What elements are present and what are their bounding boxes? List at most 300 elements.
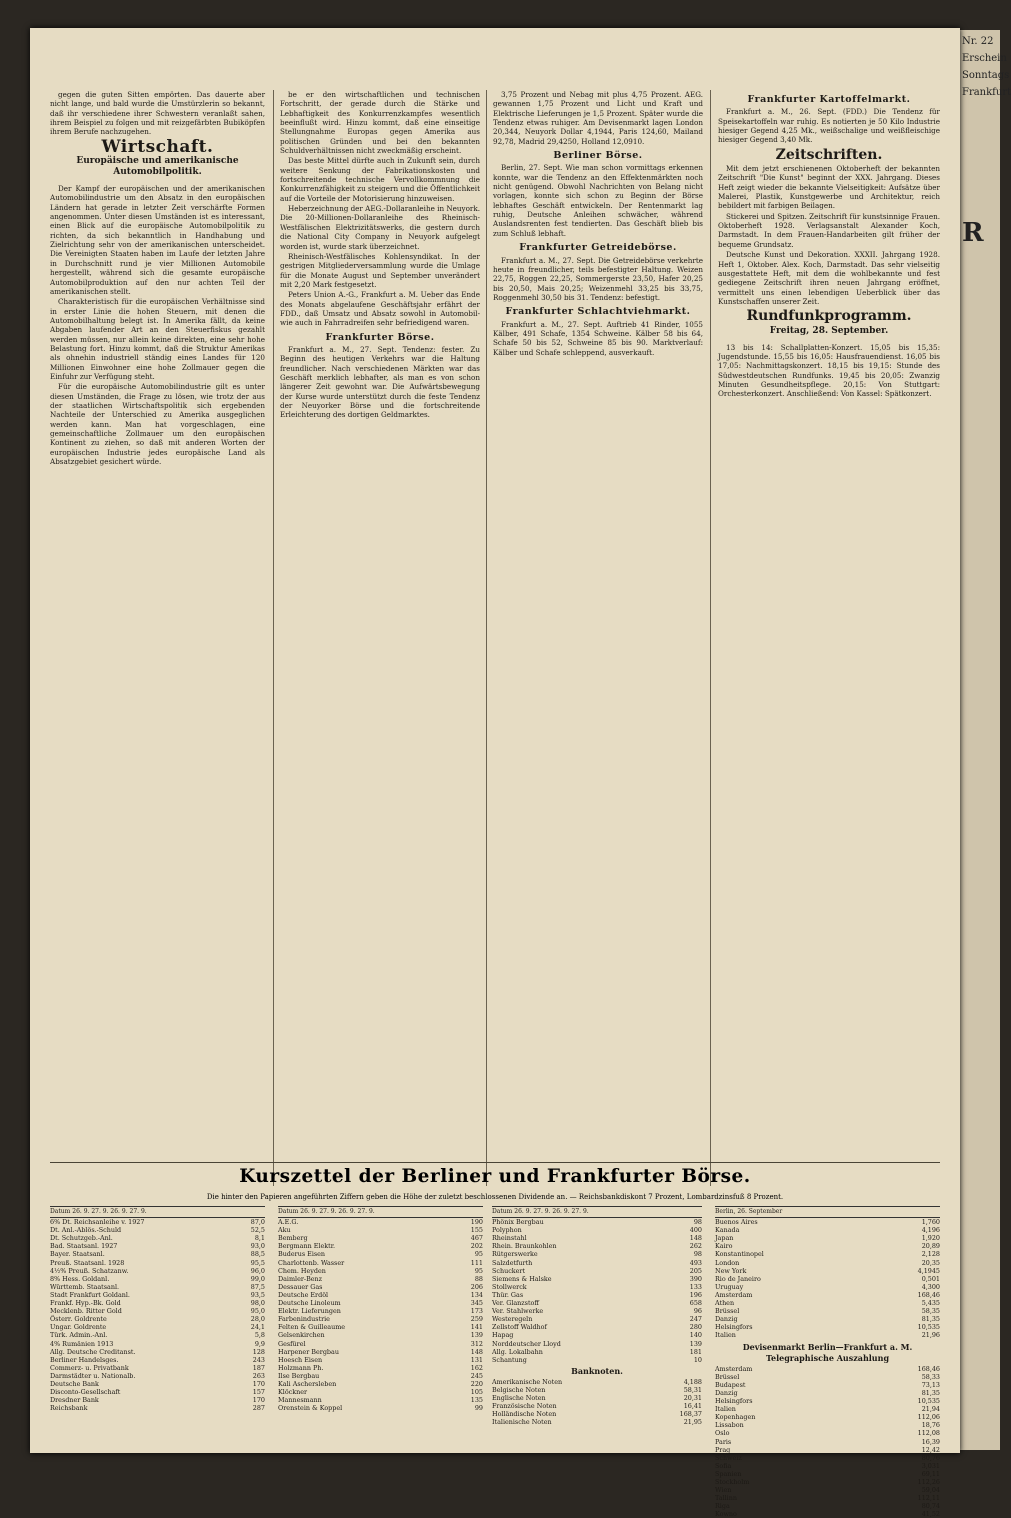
security-name: Mecklenb. Ritter Gold	[50, 1307, 122, 1316]
security-name: Stadt Frankfurt Goldanl.	[50, 1290, 130, 1299]
price-value: 93,0	[250, 1242, 265, 1251]
boerse-report: Frankfurt a. M., 27. Sept. Tendenz: fester. Zu Beginn des heutigen Verkehrs war die Haltung freundlicher. Nach verschiedenen Märkten war das Geschäft merklich lebhafter, als man es von schon längerer Zeit gewohnt war. Die Aufwärtsbewegung der Kurse wurde unterstützt durch die feste Tendenz der Neuyorker Börse und die fortschreitende Erleichterung des dortigen Geldmarktes.	[280, 344, 480, 420]
security-name: Siemens & Halske	[492, 1274, 552, 1283]
table-body	[715, 1365, 940, 1518]
edge-line: Frankfurt	[962, 87, 1011, 98]
price-value: 81,35	[921, 1388, 940, 1397]
table-row	[715, 1315, 940, 1323]
table-row	[492, 1275, 702, 1283]
security-name: Württemb. Staatsanl.	[50, 1282, 120, 1291]
security-name: Norddeutscher Lloyd	[492, 1339, 561, 1348]
table-row	[715, 1234, 940, 1242]
price-value: 4,188	[683, 1377, 702, 1386]
price-value: 202	[470, 1242, 483, 1251]
price-value: 139	[689, 1339, 702, 1348]
security-name: Konstantinopel	[715, 1250, 764, 1259]
price-value: 8,1	[254, 1234, 265, 1243]
price-value: 18,76	[921, 1421, 940, 1430]
price-value: 95,5	[250, 1258, 265, 1267]
security-name: Rheinstahl	[492, 1234, 527, 1243]
adjacent-page-edge	[960, 30, 1011, 1450]
table-row	[50, 1250, 265, 1258]
market-report: Frankfurt a. M., 26. Sept. (FDD.) Die Tendenz für Speisekartoffeln war ruhig. Es notierten je 50 Kilo Industrie hiesiger Gegend 4,25 Mk., weißschalige und weißfleischige hiesiger Gegend 3,40 Mk.	[718, 107, 940, 145]
table-row	[715, 1373, 940, 1381]
article-paragraph: Charakteristisch für die europäischen Verhältnisse sind in erster Linie die hohen Steuern, mit denen die Automobilhaltung belegt ist. In Amerika fällt, da keine Abgaben laufender Art an den Steuerfiskus gezahlt werden müssen, nur allein keine direkten, eine sehr hohe Belastung fort. Hinzu kommt, daß die Struktur Amerikas als ohnehin industriell ständig eines Landes für 120 Millionen Einwohner eine hohe Zollmauer gegen die Einfuhr zur Verfügung steht.	[50, 297, 265, 381]
price-value: 87,5	[250, 1282, 265, 1291]
security-name: Bemberg	[278, 1234, 308, 1243]
security-name: Buderus Eisen	[278, 1250, 326, 1259]
intro-paragraph: gegen die guten Sitten empörten. Das dauerte aber nicht lange, und bald wurde die Umstürzlerin so bekannt, daß ihr verschiedene ihrer Schwestern veranlaßt sahen, ihrem Beispiel zu folgen und mit reizgefärbten Bubiköpfen ihrem Berufe nachzugehen.	[50, 90, 265, 137]
table-row	[50, 1356, 265, 1364]
security-name: Bayer. Staatsanl.	[50, 1250, 105, 1259]
table-row	[715, 1283, 940, 1291]
price-value: 81,35	[921, 1315, 940, 1324]
table-row	[50, 1364, 265, 1372]
table-row	[715, 1502, 940, 1510]
table-row	[50, 1242, 265, 1250]
security-name: Prag	[715, 1445, 731, 1454]
price-value: 173	[470, 1307, 483, 1316]
price-value: 58,31	[683, 1385, 702, 1394]
table-row	[715, 1470, 940, 1478]
table-row	[278, 1242, 483, 1250]
table-row	[50, 1315, 265, 1323]
security-name: Uruguay	[715, 1282, 744, 1291]
price-value: 196	[689, 1290, 702, 1299]
edge-line: R	[962, 218, 984, 248]
table-row	[50, 1323, 265, 1331]
table-row	[278, 1218, 483, 1226]
table-body	[715, 1218, 940, 1339]
table-row	[715, 1299, 940, 1307]
kurs-table-2	[278, 1206, 483, 1446]
table-row	[278, 1340, 483, 1348]
security-name: Farbenindustrie	[278, 1315, 330, 1324]
price-value: 95,0	[250, 1307, 265, 1316]
price-value: 3,031	[921, 1461, 940, 1470]
price-value: 21,95	[683, 1418, 702, 1427]
price-value: 658	[689, 1299, 702, 1308]
security-name: Westeregeln	[492, 1315, 533, 1324]
security-name: Amsterdam	[715, 1290, 753, 1299]
heading-kartoffelmarkt: Frankfurter Kartoffelmarkt.	[747, 94, 911, 105]
price-value: 105	[470, 1388, 483, 1397]
security-name: Stockholm	[715, 1478, 750, 1486]
security-name: Helsingfors	[715, 1397, 753, 1406]
price-value: 5,435	[921, 1299, 940, 1308]
security-name: Danzig	[715, 1388, 738, 1397]
security-name: Deutsche Bank	[50, 1379, 99, 1388]
table-row	[50, 1307, 265, 1315]
table-row	[50, 1291, 265, 1299]
table-row	[715, 1421, 940, 1429]
security-name: Rio de Janeiro	[715, 1274, 761, 1283]
security-name: Berliner Handelsges.	[50, 1355, 119, 1364]
price-value: 205	[689, 1266, 702, 1275]
price-value: 24,1	[250, 1323, 265, 1332]
table-row	[492, 1291, 702, 1299]
price-value: 243	[252, 1355, 265, 1364]
price-value: 12,42	[921, 1445, 940, 1454]
security-name: 8% Hess. Goldanl.	[50, 1274, 110, 1283]
security-name: 4% Rumänien 1913	[50, 1339, 114, 1348]
security-name: 6% Dt. Reichsanleihe v. 1927	[50, 1218, 145, 1227]
table-row	[715, 1446, 940, 1454]
security-name: Rütgerswerke	[492, 1250, 538, 1259]
table-row	[50, 1340, 265, 1348]
table-row	[715, 1413, 940, 1421]
security-name: Disconto-Gesellschaft	[50, 1388, 121, 1397]
table-row	[50, 1226, 265, 1234]
price-value: 59,04	[921, 1486, 940, 1495]
table-row	[492, 1356, 702, 1364]
table-row	[492, 1340, 702, 1348]
table-header: Datum 26. 9. 27. 9. 26. 9. 27. 9.	[492, 1206, 702, 1218]
news-item: Peters Union A.-G., Frankfurt a. M. Ueber das Ende des Monats abgelaufene Geschäftsjahr erfährt der FDD., daß Umsatz und Absatz sowohl in Automobil- wie auch in Fahrradreifen sehr befriedigend waren.	[280, 290, 480, 328]
price-value: 21,96	[921, 1331, 940, 1340]
table-row	[492, 1394, 702, 1402]
table-row	[278, 1404, 483, 1412]
table-row	[278, 1372, 483, 1380]
column-markets	[493, 90, 703, 1160]
table-row	[715, 1478, 940, 1486]
program-date: Freitag, 28. September.	[769, 325, 889, 336]
review-paragraph: Deutsche Kunst und Dekoration. XXXII. Jahrgang 1928. Heft 1, Oktober. Alex. Koch, Darmstadt. Das sehr vielseitig ausgestattete Heft, mit dem die wohlbekannte und fest gediegene Zeitschrift ihren neuen Jahrgang eröffnet, vermittelt uns einen lebendigen Ueberblick über das Kunstschaffen unserer Zeit.	[718, 250, 940, 306]
security-name: Paris	[715, 1437, 732, 1446]
table-row	[278, 1364, 483, 1372]
article-paragraph: be er den wirtschaftlichen und technischen Fortschritt, der gerade durch die Stärke und Lebhaftigkeit des Konkurrenzkampfes wesentlich beeinflußt wird. Hinzu kommt, daß eine einseitige Stellungnahme Europas gegen Amerika aus politischen Gründen und bei den bekannten Schuldverhältnissen nicht zweckmäßig erscheint.	[280, 90, 480, 156]
security-name: Amsterdam	[715, 1364, 753, 1373]
price-value: 148	[689, 1234, 702, 1243]
price-value: 111	[470, 1258, 483, 1267]
price-value: 141	[470, 1323, 483, 1332]
security-name: Buenos Aires	[715, 1218, 758, 1227]
security-name: Zellstoff Waldhof	[492, 1323, 547, 1332]
article-paragraph: Das beste Mittel dürfte auch in Zukunft sein, durch weitere Senkung der Fabrikationskosten und fortschreitende technische Vervollkommnung die Konkurrenzfähigkeit zu steigern und die Öffentlichkeit auf die Vorteile der Motorisierung hinzuweisen.	[280, 156, 480, 203]
price-value: 467	[470, 1234, 483, 1243]
column-economy-news	[280, 90, 480, 1160]
table-row	[492, 1283, 702, 1291]
table-row	[278, 1331, 483, 1339]
table-row	[492, 1226, 702, 1234]
table-row	[715, 1389, 940, 1397]
price-value: 41,52	[921, 1510, 940, 1518]
price-value: 128	[252, 1347, 265, 1356]
table-row	[278, 1323, 483, 1331]
table-row	[715, 1250, 940, 1258]
price-value: 21,94	[921, 1405, 940, 1414]
price-value: 10,535	[917, 1397, 940, 1406]
security-name: Amerikanische Noten	[492, 1377, 563, 1386]
security-name: Oslo	[715, 1429, 730, 1438]
table-header: Berlin, 26. September	[715, 1206, 940, 1218]
table-row	[715, 1494, 940, 1502]
price-value: 181	[689, 1347, 702, 1356]
security-name: Italien	[715, 1331, 736, 1340]
table-row	[50, 1380, 265, 1388]
table-row	[278, 1250, 483, 1258]
table-row	[715, 1397, 940, 1405]
price-value: 98	[693, 1250, 702, 1259]
security-name: Dresdner Bank	[50, 1396, 99, 1405]
price-value: 135	[470, 1396, 483, 1405]
table-row	[715, 1331, 940, 1339]
table-row	[492, 1418, 702, 1426]
article-paragraph: Der Kampf der europäischen und der amerikanischen Automobilindustrie um den Absatz in den europäischen Ländern hat gerade in letzter Zeit verschärfte Formen angenommen. Unter diesen Umständen ist es interessant, einen Blick auf die europäische Automobilpolitik zu richten, da sich bekanntlich in Handhabung und Zielrichtung sehr von der amerikanischen unterscheidet. Die Vereinigten Staaten haben im Laufe der letzten Jahre in Durchschnitt rund je vier Millionen Automobile hergestellt, während sich die gesamte europäische Automobilproduktion auf den nur achten Teil der amerikanischen stellt.	[50, 184, 265, 296]
price-value: 10,535	[917, 1323, 940, 1332]
divider	[50, 1162, 940, 1163]
table-row	[50, 1259, 265, 1267]
table-row	[715, 1242, 940, 1250]
price-value: 168,46	[917, 1290, 940, 1299]
price-value: 58,35	[921, 1307, 940, 1316]
market-report: Berlin, 27. Sept. Wie man schon vormittags erkennen konnte, war die Tendenz an den Effektenmärkten noch nicht genügend. Obwohl Nachrichten von Belang nicht vorlagen, konnte sich schon zu Beginn der Börse lebhaftes Geschäft entwickeln. Der Rentenmarkt lag ruhig, Deutsche Anleihen schwächer, während Auslandsrenten fest tendierten. Das Geschäft blieb bis zum Schluß lebhaft.	[493, 163, 703, 238]
price-value: 95	[474, 1266, 483, 1275]
heading-rundfunkprogramm: Rundfunkprogramm.	[746, 308, 912, 325]
table-row	[278, 1315, 483, 1323]
security-name: Kairo	[715, 1242, 733, 1251]
table-row	[715, 1454, 940, 1462]
price-value: 206	[470, 1282, 483, 1291]
security-name: Budapest	[715, 1380, 746, 1389]
table-row	[715, 1218, 940, 1226]
security-name: Riga	[715, 1502, 730, 1511]
table-row	[50, 1404, 265, 1412]
price-value: 52,5	[250, 1226, 265, 1235]
table-row	[492, 1315, 702, 1323]
price-value: 69,11	[921, 1469, 940, 1478]
table-body	[278, 1218, 483, 1412]
kurszettel-title: Kurszettel der Berliner und Frankfurter Börse.	[239, 1166, 751, 1187]
security-name: Deutsche Linoleum	[278, 1299, 341, 1308]
security-name: Kopenhagen	[715, 1413, 756, 1422]
security-name: Orenstein & Koppel	[278, 1404, 343, 1413]
price-value: 99,0	[250, 1274, 265, 1283]
price-value: 1,920	[921, 1234, 940, 1243]
security-name: Polyphon	[492, 1226, 522, 1235]
security-name: Holländische Noten	[492, 1410, 557, 1419]
table-header: Datum 26. 9. 27. 9. 26. 9. 27. 9.	[50, 1206, 265, 1218]
security-name: Salzdetfurth	[492, 1258, 533, 1267]
price-value: 168,46	[917, 1364, 940, 1373]
table-row	[715, 1405, 940, 1413]
price-value: 170	[252, 1396, 265, 1405]
security-name: Deutsche Erdöl	[278, 1290, 329, 1299]
table-row	[50, 1388, 265, 1396]
table-row	[278, 1299, 483, 1307]
table-row	[50, 1218, 265, 1226]
security-name: Rhein. Braunkohlen	[492, 1242, 557, 1251]
table-row	[50, 1267, 265, 1275]
security-name: Spanien	[715, 1469, 742, 1478]
heading-getreideboerse: Frankfurter Getreidebörse.	[519, 242, 677, 254]
price-value: 187	[252, 1363, 265, 1372]
security-name: Ver. Glanzstoff	[492, 1299, 539, 1308]
price-value: 16,41	[683, 1402, 702, 1411]
security-name: New York	[715, 1266, 747, 1275]
kurs-table-4	[715, 1206, 940, 1518]
table-row	[278, 1348, 483, 1356]
security-name: Brüssel	[715, 1307, 740, 1316]
heading-schlachtviehmarkt: Frankfurter Schlachtviehmarkt.	[505, 306, 691, 318]
table-row	[715, 1429, 940, 1437]
price-value: 245	[470, 1371, 483, 1380]
security-name: Brüssel	[715, 1372, 740, 1381]
table-row	[492, 1242, 702, 1250]
price-value: 134	[470, 1290, 483, 1299]
table-row	[50, 1372, 265, 1380]
price-value: 259	[470, 1315, 483, 1324]
price-value: 87,0	[250, 1218, 265, 1227]
price-value: 155	[470, 1226, 483, 1235]
price-value: 4,1945	[917, 1266, 940, 1275]
table-row	[715, 1462, 940, 1470]
price-value: 98	[693, 1218, 702, 1227]
column-wirtschaft	[50, 90, 265, 1160]
table-row	[492, 1348, 702, 1356]
table-row	[50, 1275, 265, 1283]
price-value: 73,13	[921, 1380, 940, 1389]
security-name: Mannesmann	[278, 1396, 322, 1405]
price-value: 10	[693, 1355, 702, 1364]
table-row	[715, 1486, 940, 1494]
price-value: 2,128	[921, 1250, 940, 1259]
table-body	[492, 1378, 702, 1427]
table-row	[278, 1356, 483, 1364]
news-item: Heberzeichnung der AEG.-Dollaranleihe in Neuyork. Die 20-Millionen-Dollaranleihe des Rheinisch-Westfälischen Elektrizitätswerks, die gestern durch die National City Company in Neuyork aufgelegt worden ist, wurde stark überzeichnet.	[280, 204, 480, 251]
table-row	[715, 1259, 940, 1267]
security-name: Danzig	[715, 1315, 738, 1324]
price-value: 20,35	[921, 1258, 940, 1267]
edge-line: Nr. 22	[962, 36, 994, 47]
price-value: 131	[470, 1355, 483, 1364]
price-value: 4,300	[921, 1282, 940, 1291]
security-name: Elektr. Lieferungen	[278, 1307, 341, 1316]
table-row	[715, 1438, 940, 1446]
column-rule	[273, 90, 274, 1186]
table-row	[492, 1410, 702, 1418]
security-name: Gesfürel	[278, 1339, 306, 1348]
price-value: 88	[474, 1274, 483, 1283]
price-value: 112,11	[917, 1494, 940, 1503]
price-value: 263	[252, 1371, 265, 1380]
security-name: Hoesch Eisen	[278, 1355, 323, 1364]
security-name: Belgische Noten	[492, 1385, 546, 1394]
security-name: Ungar. Goldrente	[50, 1323, 107, 1332]
price-value: 220	[470, 1379, 483, 1388]
table-row	[278, 1291, 483, 1299]
price-value: 20,89	[921, 1242, 940, 1251]
security-name: Commerz- u. Privatbank	[50, 1363, 129, 1372]
review-paragraph: Stickerei und Spitzen. Zeitschrift für kunstsinnige Frauen. Oktoberheft 1928. Verlagsanstalt Alexander Koch, Darmstadt. In dem Frauen-Handarbeiten gilt früher der bequeme Grundsatz.	[718, 211, 940, 249]
heading-devisenmarkt: Devisenmarkt Berlin—Frankfurt a. M.	[742, 1341, 913, 1352]
price-value: 1,760	[921, 1218, 940, 1227]
table-row	[715, 1275, 940, 1283]
security-name: Schweiz	[715, 1453, 742, 1462]
column-rule	[486, 90, 487, 1186]
news-item: Rheinisch-Westfälisches Kohlensyndikat. In der gestrigen Mitgliederversammlung wurde die Umlage für die Monate August und September unverändert mit 2,20 Mark festgesetzt.	[280, 251, 480, 289]
table-row	[715, 1323, 940, 1331]
price-value: 400	[689, 1226, 702, 1235]
table-row	[278, 1283, 483, 1291]
security-name: London	[715, 1258, 740, 1267]
price-value: 93,5	[250, 1290, 265, 1299]
price-value: 190	[470, 1218, 483, 1227]
security-name: Lissabon	[715, 1421, 744, 1430]
security-name: Dt. Schutzgeb.-Anl.	[50, 1234, 113, 1243]
security-name: Schuckert	[492, 1266, 526, 1275]
heading-banknoten: Banknoten.	[571, 1365, 623, 1376]
price-value: 262	[689, 1242, 702, 1251]
price-value: 20,31	[683, 1394, 702, 1403]
review-paragraph: Mit dem jetzt erschienenen Oktoberheft der bekannten Zeitschrift "Die Kunst" beginnt der XXX. Jahrgang. Dieses Heft zeigt wieder die bekannte Vielseitigkeit: Aufsätze über Malerei, Plastik, Kunstgewerbe und Architektur, reich bebildert mit farbigen Beilagen.	[718, 164, 940, 211]
table-row	[50, 1348, 265, 1356]
price-value: 16,39	[921, 1437, 940, 1446]
price-value: 247	[689, 1315, 702, 1324]
kurs-table-3	[492, 1206, 702, 1446]
security-name: A.E.G.	[278, 1218, 299, 1227]
table-row	[715, 1510, 940, 1518]
security-name: Ver. Stahlwerke	[492, 1307, 544, 1316]
security-name: Klöckner	[278, 1388, 308, 1397]
price-value: 345	[470, 1299, 483, 1308]
table-row	[492, 1307, 702, 1315]
table-row	[715, 1365, 940, 1373]
security-name: Aku	[278, 1226, 291, 1235]
price-value: 98,0	[250, 1299, 265, 1308]
security-name: Felten & Guilleaume	[278, 1323, 346, 1332]
price-value: 80,76	[921, 1453, 940, 1462]
security-name: Österr. Goldrente	[50, 1315, 107, 1324]
price-value: 96,0	[250, 1266, 265, 1275]
price-value: 157	[252, 1388, 265, 1397]
security-name: Thür. Gas	[492, 1290, 524, 1299]
price-value: 312	[470, 1339, 483, 1348]
table-row	[492, 1218, 702, 1226]
security-name: Schantung	[492, 1355, 527, 1364]
table-row	[715, 1267, 940, 1275]
price-value: 96	[693, 1307, 702, 1316]
price-value: 140	[689, 1331, 702, 1340]
security-name: 4½% Preuß. Schatzanw.	[50, 1266, 129, 1275]
security-name: Athen	[715, 1299, 735, 1308]
security-name: Allg. Deutsche Creditanst.	[50, 1347, 136, 1356]
table-header: Datum 26. 9. 27. 9. 26. 9. 27. 9.	[278, 1206, 483, 1218]
security-name: Französische Noten	[492, 1402, 557, 1411]
table-row	[492, 1250, 702, 1258]
table-row	[278, 1226, 483, 1234]
security-name: Preuß. Staatsanl. 1928	[50, 1258, 125, 1267]
market-report: Frankfurt a. M., 27. Sept. Auftrieb 41 Rinder, 1055 Kälber, 491 Schafe, 1354 Schweine. Kälber 58 bis 64, Schafe 50 bis 52, Schweine 85 bis 90. Marktverlauf: Kälber und Schafe schleppend, ausverkauft.	[493, 319, 703, 357]
heading-frankfurter-boerse: Frankfurter Börse.	[325, 331, 435, 343]
price-value: 493	[689, 1258, 702, 1267]
security-name: Gelsenkirchen	[278, 1331, 325, 1340]
security-name: Hapag	[492, 1331, 514, 1340]
table-row	[492, 1402, 702, 1410]
table-row	[278, 1388, 483, 1396]
price-value: 9,9	[254, 1339, 265, 1348]
price-value: 148	[470, 1347, 483, 1356]
security-name: Darmstädter u. Nationalb.	[50, 1371, 136, 1380]
price-value: 112,26	[917, 1478, 940, 1486]
security-name: Phönix Bergbau	[492, 1218, 544, 1227]
column-misc	[718, 90, 940, 1160]
table-row	[492, 1386, 702, 1394]
table-row	[278, 1380, 483, 1388]
security-name: Harpener Bergbau	[278, 1347, 339, 1356]
newspaper-page	[30, 28, 960, 1518]
security-name: Tallinn	[715, 1494, 737, 1503]
